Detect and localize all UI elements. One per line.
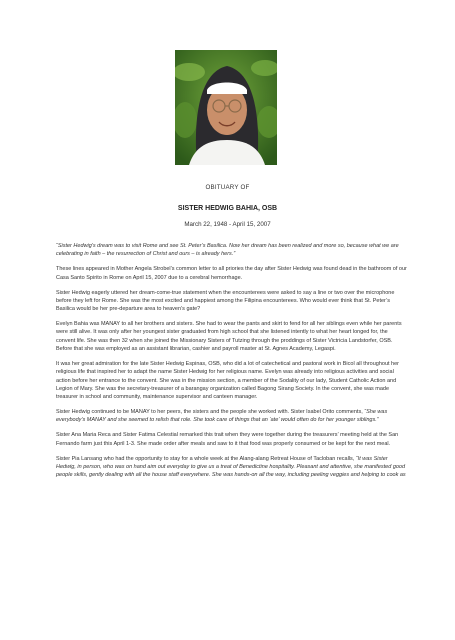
opening-quote: “Sister Hedwig’s dream was to visit Rome and see St. Peter’s Basilica. Now her dream has been realized and more so, because what we are celebrating in faith – the resurrection of Christ and ours – is already hers.” [56, 243, 399, 258]
paragraph-peers [56, 408, 408, 425]
deceased-name: SISTER HEDWIG BAHIA, OSB [177, 205, 278, 212]
paragraph-hospitality-quote: “It was Sister Hedwig, in person, who was on hand aim out everyday to give us a treat of Benedictine hospitality. Pleasant and attentive, she manifested good people skills, gently dealing with all the house staff everywhere. She was hands-on all the way, including peeling veggies and helping to cook as [56, 455, 406, 479]
paragraph-hospitality [56, 455, 408, 480]
paragraph-hospitality-lead: Sister Pia Lansang who had the opportunity to stay for a whole week at the Alang-alang Retreat House of Tacloban recalls, [56, 455, 356, 462]
paragraph-manay: Evelyn Bahia was MANAY to all her brothers and sisters. She had to wear the pants and skirt to fend for all her siblings even while her parents were still alive. It was only after her youngest sister graduated from high school that she listened intently to what her heart longed for, the convent life. She was then 32 when she joined the Missionary Sisters of Tutzing through the proddings of Sister Victricia Landstorfer, OSB. Before that she was employed as an assistant librarian, cashier and payroll master at St. Agnes Academy, Legaspi. [56, 321, 402, 353]
paragraph-letter: These lines appeared in Mother Angela Strobel’s common letter to all priories the day after Sister Hedwig was found dead in the bathroom of our Casa Santo Spirito in Rome on April 15, 2007 due to a cerebral hemorrhage. [56, 266, 407, 281]
obituary-body [56, 242, 408, 486]
obituary-label: OBITUARY OF [205, 184, 250, 191]
paragraph-treasurers: Sister Ana Maria Reca and Sister Fatima Celestial remarked this trait when they were together during the treasurers’ meeting held at the San Fernando farm just this April 1-3. She made order after meals and saw to it that food was properly consumed or be kept for the next meal. [56, 432, 399, 447]
obituary-header [0, 184, 455, 228]
paragraph-admiration: It was her great admiration for the late Sister Hedwig Espinas, OSB, who did a lot of catechetical and pastoral work in Bicol all throughout her religious life that inspired her to adapt the name Sister Hedwig for her religious name. Evelyn was already into religious activities and social action before her entrance to the convent. She was in the mission section, a member of the Sodality of our lady, Student Catholic Action and Legion of Mary. She was the secretary-treasurer of a barangay organization called Bagong Sirang Society. In the convent, she was made treasurer in school and community, maintenance supervisor and canteen manager. [56, 361, 400, 401]
life-dates: March 22, 1948 - April 15, 2007 [184, 221, 271, 228]
paragraph-dream: Sister Hedwig eagerly uttered her dream-come-true statement when the encounterees were asked to say a line or two over the microphone before they left for Rome. She was the most excited and happiest among the Filipina encounterees. Who would ever think that St. Peter’s Basilica would be her pre-departure area to heaven’s gate? [56, 289, 395, 313]
paragraph-peers-quote: “She was everybody’s MANAY and she seemed to relish that role. She took care of things that an ‘ate’ would often do for her younger siblings.” [56, 409, 388, 424]
portrait-photo [175, 50, 277, 165]
portrait-illustration [175, 50, 277, 165]
paragraph-peers-lead: Sister Hedwig continued to be MANAY to her peers, the sisters and the people she worked with. Sister Isabel Orito comments, [56, 409, 365, 416]
